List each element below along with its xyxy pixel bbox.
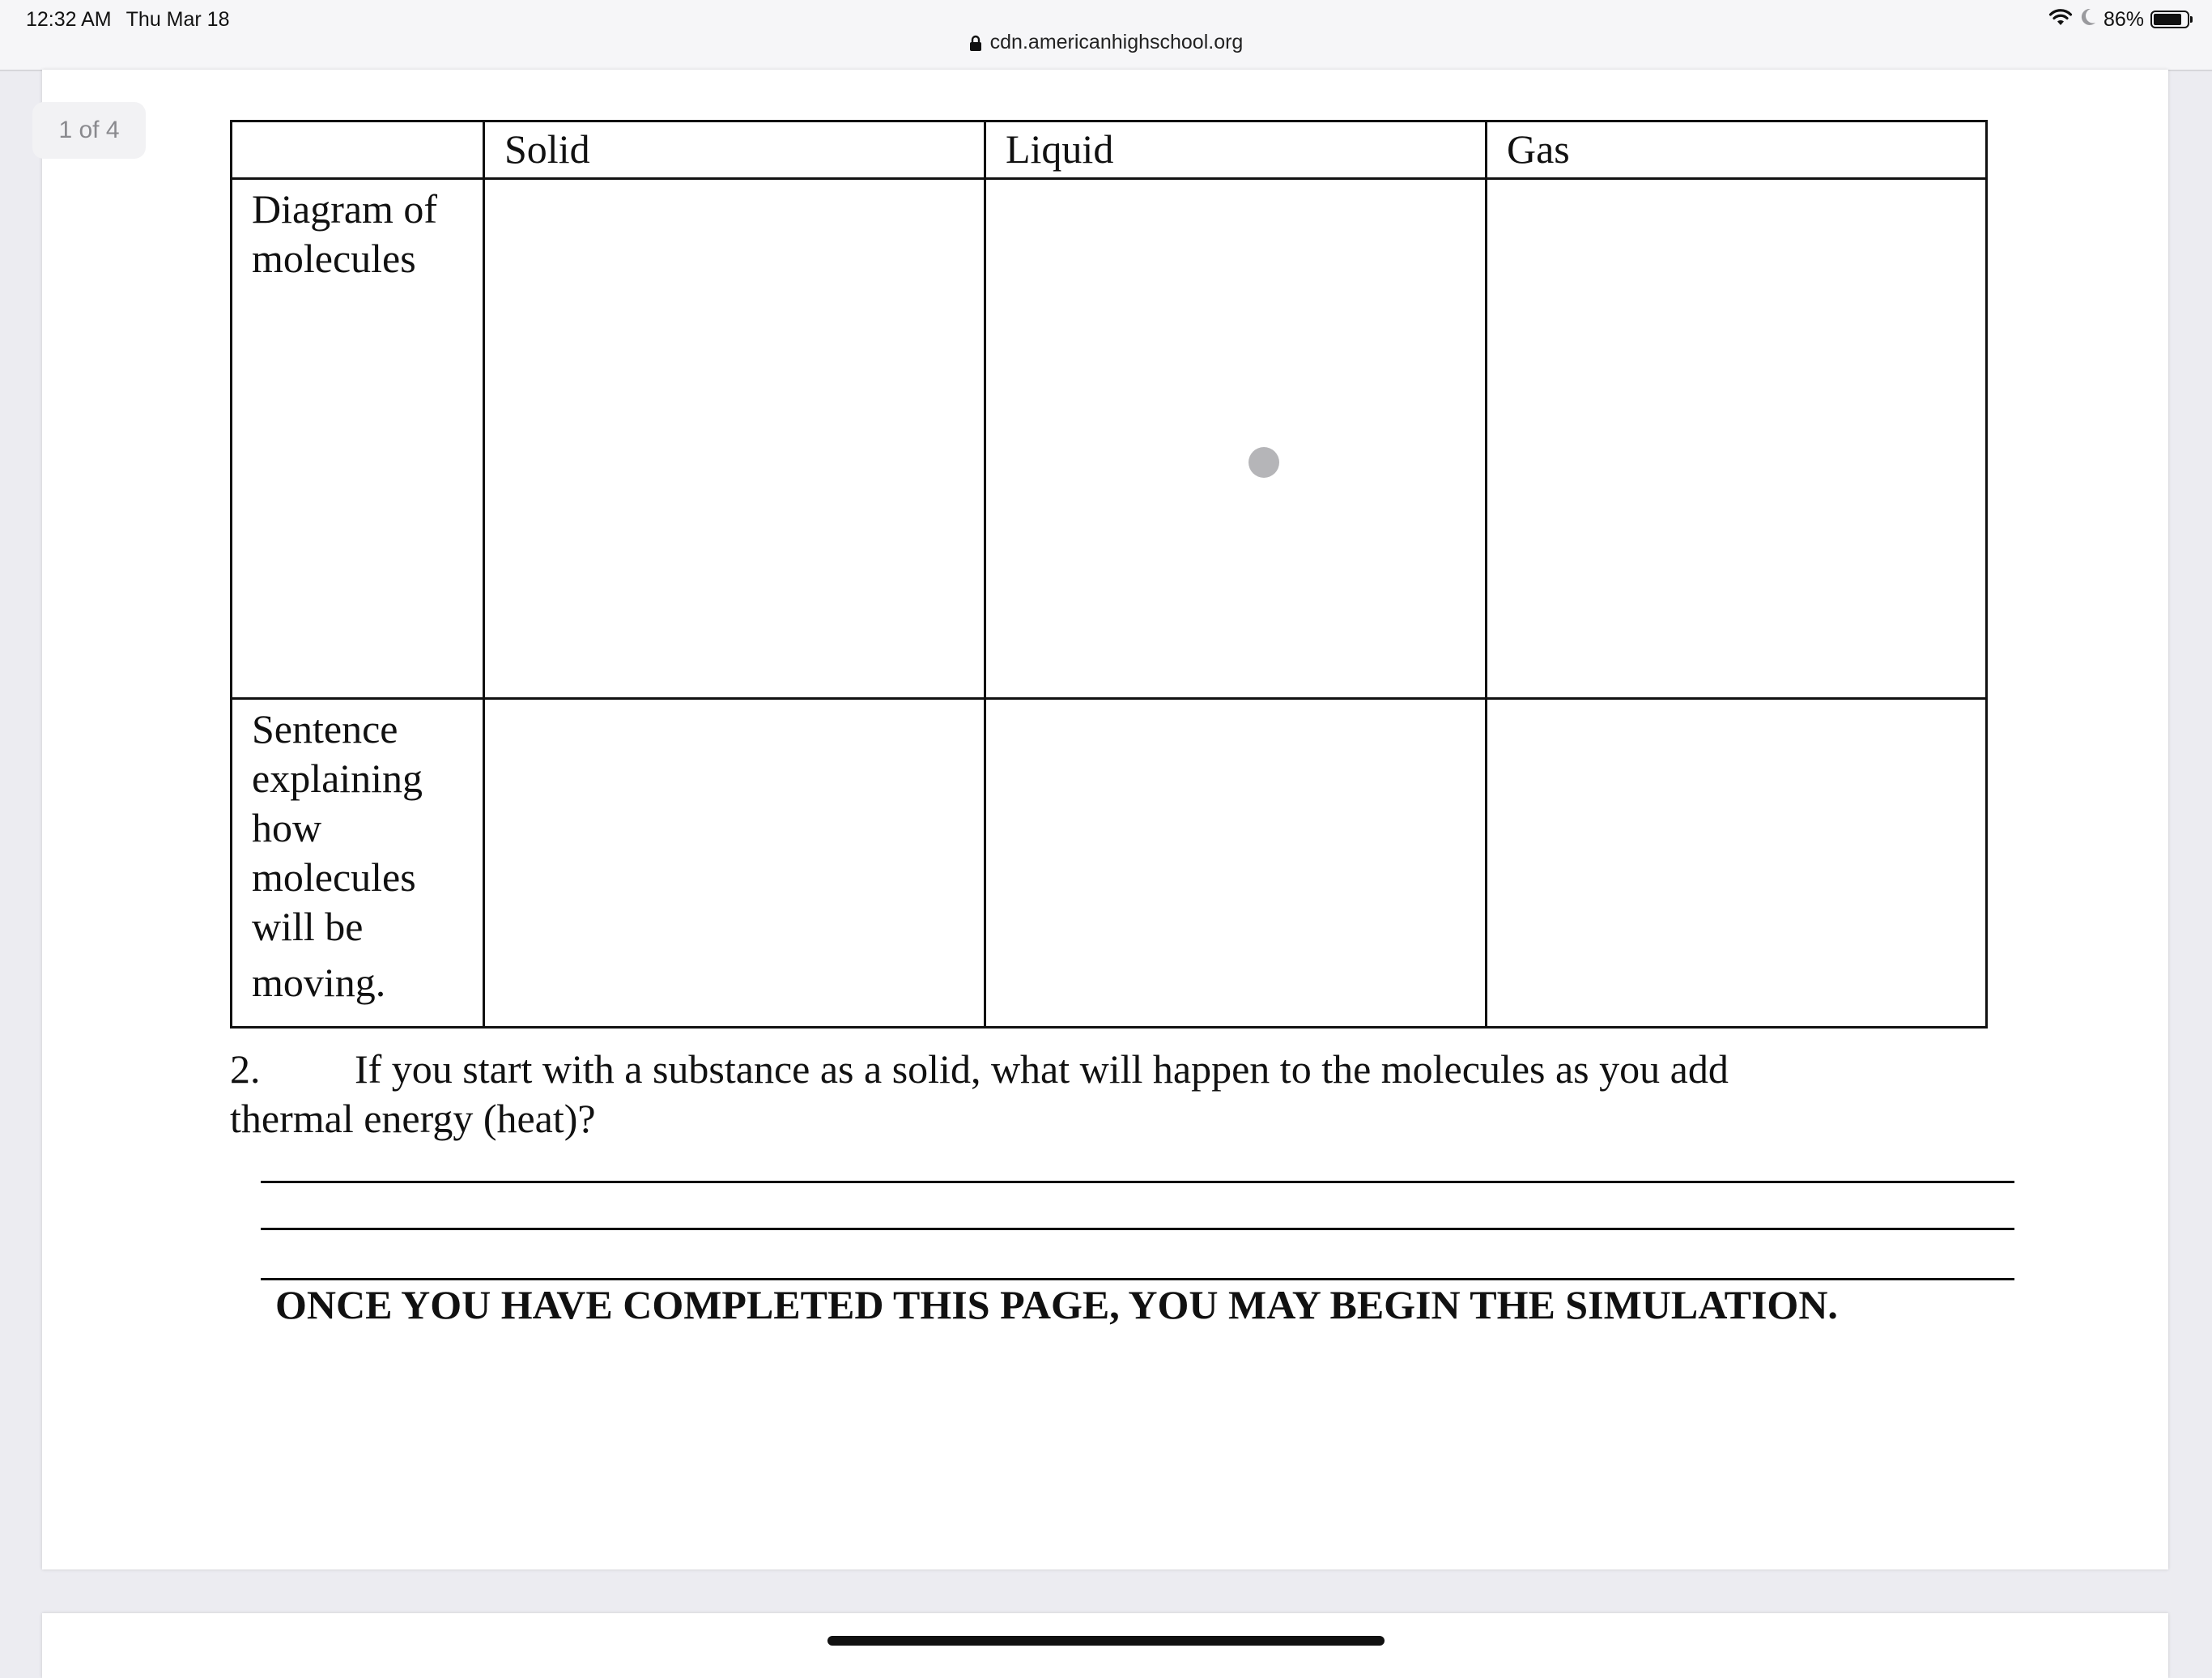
moon-icon	[2079, 7, 2097, 32]
row-label-line: will be	[252, 903, 364, 949]
row-label-line: explaining	[252, 755, 423, 801]
diagram-cell-gas[interactable]	[1487, 178, 1987, 698]
status-indicators	[2048, 6, 2189, 33]
sentence-cell-solid[interactable]	[484, 698, 985, 1027]
row-label-sentence	[232, 698, 484, 1027]
table-row-diagram	[232, 178, 1987, 698]
answer-line[interactable]	[261, 1278, 2014, 1280]
question-line-1	[230, 1045, 2092, 1094]
closing-instruction: ONCE YOU HAVE COMPLETED THIS PAGE, YOU MAY BEGIN THE SIMULATION.	[275, 1282, 1838, 1327]
sentence-cell-liquid[interactable]	[985, 698, 1487, 1027]
table-corner-cell	[232, 121, 484, 179]
question-text-1: If you start with a substance as a solid, what will happen to the molecules as you add	[355, 1046, 1729, 1092]
answer-line[interactable]	[261, 1181, 2014, 1183]
page-indicator: 1 of 4	[32, 102, 146, 159]
table-header-row	[232, 121, 1987, 179]
states-of-matter-table	[230, 120, 1988, 1029]
column-header-liquid: Liquid	[985, 121, 1487, 179]
question-text-2: thermal energy (heat)?	[230, 1096, 596, 1141]
table-row-sentence	[232, 698, 1987, 1027]
lock-icon	[969, 33, 982, 57]
url-text: cdn.americanhighschool.org	[989, 31, 1244, 53]
column-header-solid: Solid	[484, 121, 985, 179]
diagram-cell-solid[interactable]	[484, 178, 985, 698]
browser-top-bar	[0, 0, 2212, 71]
row-label-diagram	[232, 178, 484, 698]
row-label-line: moving.	[252, 959, 386, 1005]
row-label-line: molecules	[252, 235, 416, 281]
status-time-date	[26, 8, 229, 32]
diagram-cell-liquid[interactable]	[985, 178, 1487, 698]
question-number: 2.	[230, 1046, 261, 1092]
row-label-line: molecules	[252, 854, 416, 900]
answer-line[interactable]	[261, 1228, 2014, 1230]
status-date: Thu Mar 18	[125, 8, 230, 31]
battery-icon	[2150, 11, 2189, 28]
address-bar[interactable]	[0, 31, 2212, 57]
battery-percent: 86%	[2103, 7, 2144, 31]
row-label-line: Diagram of	[252, 185, 438, 232]
row-label-line: Sentence	[252, 705, 398, 752]
next-document-page	[42, 1613, 2168, 1678]
status-time: 12:32 AM	[26, 8, 112, 31]
column-header-gas: Gas	[1487, 121, 1987, 179]
wifi-icon	[2048, 7, 2073, 32]
sentence-cell-gas[interactable]	[1487, 698, 1987, 1027]
row-label-line: how	[252, 804, 322, 850]
question-2	[230, 1045, 2092, 1144]
touch-cursor-indicator	[1249, 447, 1279, 478]
home-indicator[interactable]	[827, 1636, 1385, 1646]
battery-fill	[2154, 14, 2181, 25]
